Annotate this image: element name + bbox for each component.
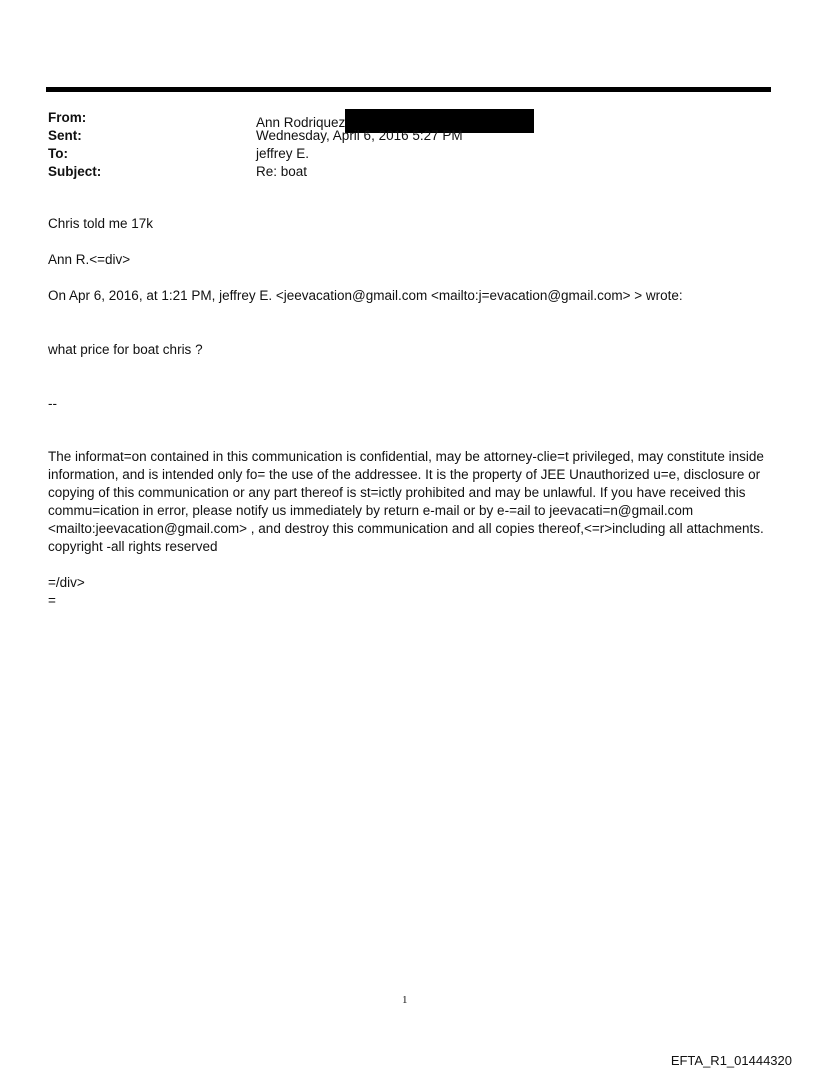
sent-row <box>48 127 768 145</box>
document-id: EFTA_R1_01444320 <box>670 1053 792 1068</box>
signature-separator: -- <box>48 396 57 411</box>
disclaimer-paragraph: The informat=on contained in this communication is confidential, may be attorney-clie=t privileged, may constitute inside information, and is intended only fo= the use of the addressee. It is the property of JEE Unauthorized u=e, disclosure or copying of this communication or any part thereof is st=ictly prohibited and may be unlawful. If you have received this commu=ication in error, please notify us immediately by return e-mail or by e-=ail to jeevacati=n@gmail.com <mailto:jeevacation@gmail.com> , and destroy this communication and all copies thereof,<=r>including all attachments. copyright -all rights reserved <box>48 449 764 554</box>
page-number: 1 <box>402 994 408 1006</box>
quoted-message: what price for boat chris ? <box>48 342 203 357</box>
subject-value: Re: boat <box>256 164 308 179</box>
subject-label: Subject: <box>48 164 102 179</box>
closing-eq: = <box>48 593 56 608</box>
from-value: Ann Rodriquez <box>256 115 346 130</box>
from-label: From: <box>48 110 87 125</box>
sent-value: Wednesday, April 6, 2016 5:27 PM <box>256 128 463 143</box>
top-rule <box>46 87 771 92</box>
sent-label: Sent: <box>48 128 82 143</box>
from-row <box>48 109 768 130</box>
email-header <box>48 109 768 181</box>
to-label: To: <box>48 146 68 161</box>
message-line: Chris told me 17k <box>48 216 154 231</box>
to-row <box>48 145 768 163</box>
to-value: jeffrey E. <box>256 146 310 161</box>
quote-header: On Apr 6, 2016, at 1:21 PM, jeffrey E. <jeevacation@gmail.com <mailto:j=evacation@gmail.com> > wrote: <box>48 288 683 303</box>
signature: Ann R.<=div> <box>48 252 131 267</box>
subject-row <box>48 163 768 181</box>
closing-div: =/div> <box>48 575 85 590</box>
